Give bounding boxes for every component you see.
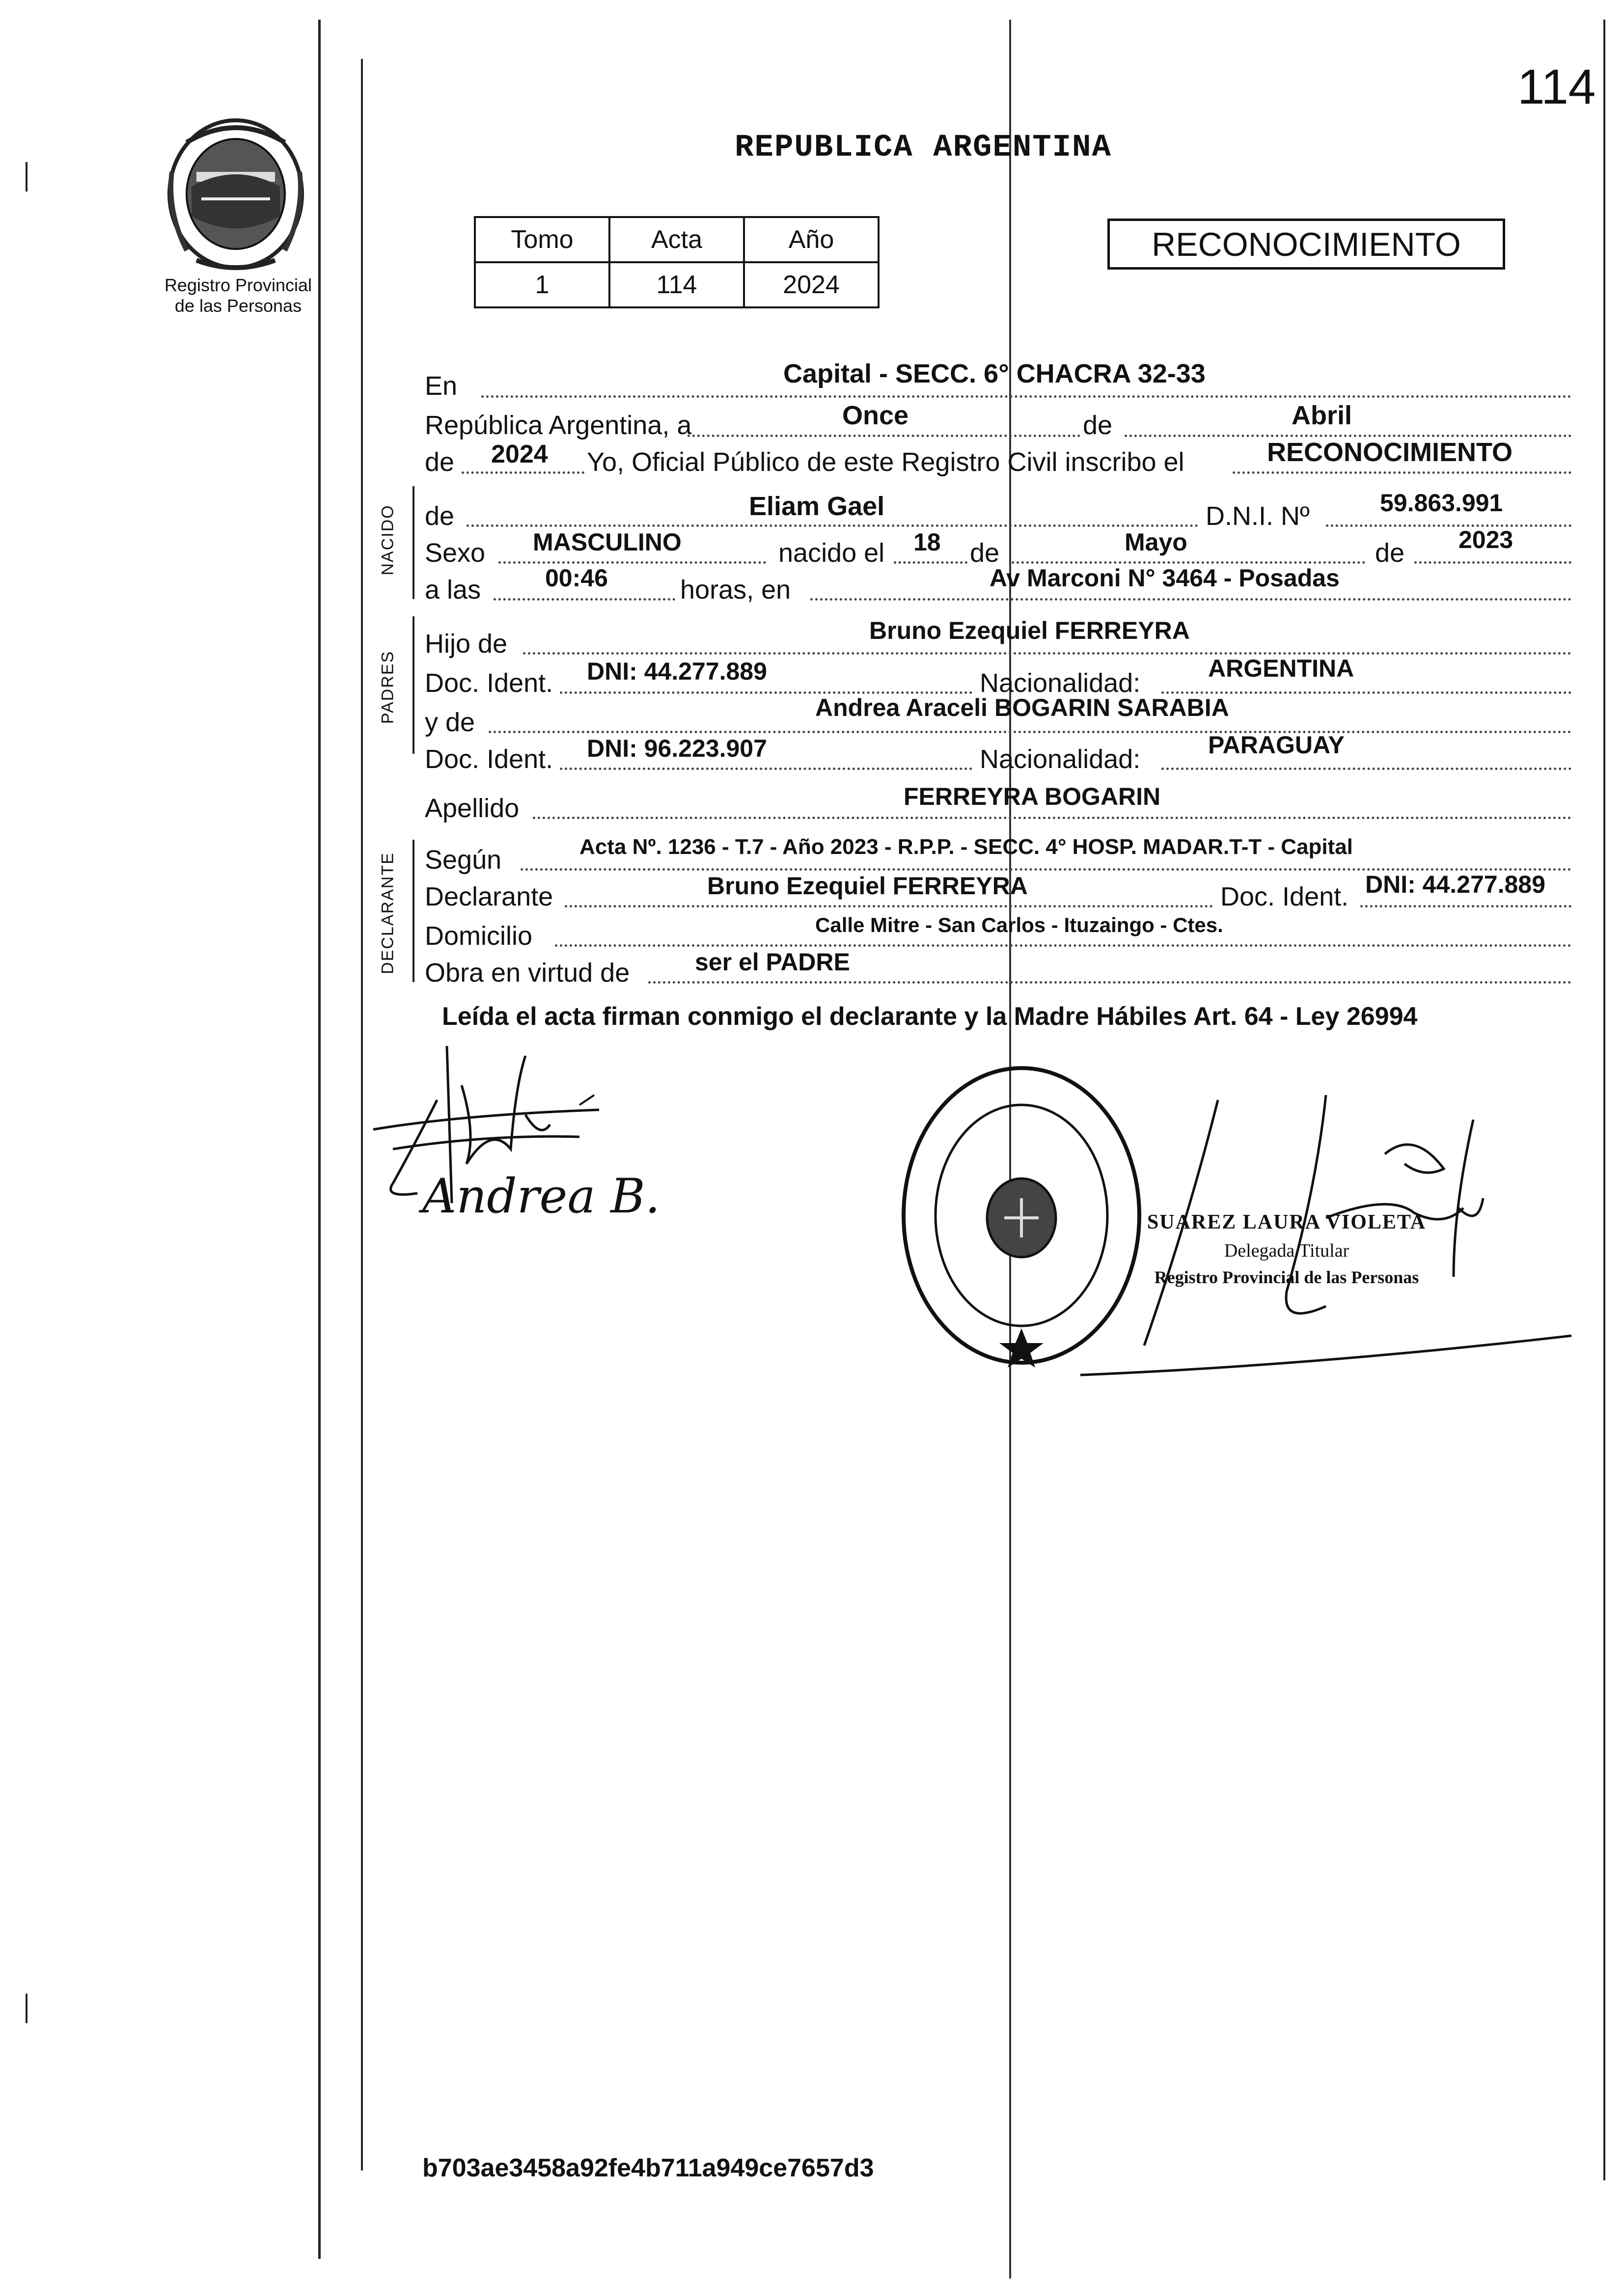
value-tipo: RECONOCIMIENTO (1267, 438, 1513, 467)
value-padre: Bruno Ezequiel FERREYRA (869, 617, 1190, 644)
section-label-nacido: NACIDO (378, 504, 397, 576)
value-nombre: Eliam Gael (749, 492, 885, 521)
closing-statement: Leída el acta firman conmigo el declarante y la Madre Hábiles Art. 64 - Ley 26994 (442, 1002, 1418, 1031)
document-hash: b703ae3458a92fe4b711a949ce7657d3 (422, 2154, 874, 2182)
label-oficial: Yo, Oficial Público de este Registro Civil inscribo el (587, 447, 1184, 477)
dotted-line (810, 598, 1571, 601)
value-nac-anio: 2023 (1459, 526, 1514, 553)
ref-header-acta: Acta (609, 217, 744, 262)
dotted-line (533, 817, 1571, 819)
label-de-anio: de (425, 447, 455, 477)
label-hijo-de: Hijo de (425, 629, 508, 659)
label-doc-ident-2: Doc. Ident. (425, 744, 553, 774)
dotted-line (1161, 768, 1571, 770)
dotted-line (462, 471, 584, 474)
ref-value-acta: 114 (609, 262, 744, 307)
value-declarante: Bruno Ezequiel FERREYRA (707, 872, 1028, 900)
label-de-2: de (970, 538, 1000, 568)
label-de-nombre: de (425, 501, 455, 531)
dotted-line (481, 395, 1571, 398)
dotted-line (1360, 905, 1571, 907)
dotted-line (1326, 524, 1571, 527)
label-domicilio: Domicilio (425, 921, 533, 951)
label-y-de: y de (425, 708, 475, 737)
dotted-line (1233, 471, 1571, 474)
value-anio: 2024 (491, 440, 548, 468)
margin-line-left (318, 20, 321, 2259)
label-de-mes: de (1083, 411, 1113, 440)
value-apellido: FERREYRA BOGARIN (904, 783, 1161, 810)
value-nac-dia: 18 (913, 528, 941, 556)
section-divider-nacido (413, 486, 414, 599)
value-lugar-nac: Av Marconi N° 3464 - Posadas (990, 564, 1340, 592)
label-nacionalidad-1: Nacionalidad: (980, 668, 1141, 698)
record-type-box: RECONOCIMIENTO (1107, 219, 1505, 270)
official-registry: Registro Provincial de las Personas (1154, 1267, 1419, 1287)
dotted-line (555, 944, 1571, 947)
dotted-line (560, 768, 972, 770)
dotted-line (565, 905, 1213, 907)
ref-value-tomo: 1 (475, 262, 609, 307)
value-declarante-dni: DNI: 44.277.889 (1365, 871, 1545, 898)
record-reference-table (474, 216, 880, 308)
label-sexo: Sexo (425, 538, 486, 568)
value-sexo: MASCULINO (533, 528, 682, 556)
value-nac-mes: Mayo (1125, 528, 1187, 556)
dotted-line (894, 561, 967, 564)
label-nacido-el: nacido el (778, 538, 885, 568)
registry-line2: de las Personas (174, 296, 302, 316)
label-apellido: Apellido (425, 794, 520, 823)
value-madre-nac: PARAGUAY (1208, 731, 1345, 759)
value-dia: Once (842, 401, 909, 430)
label-horas-en: horas, en (680, 575, 791, 605)
ref-header-tomo: Tomo (475, 217, 609, 262)
document-title: REPUBLICA ARGENTINA (735, 130, 1112, 165)
label-a-las: a las (425, 575, 481, 605)
scan-mark-left-2 (26, 1994, 28, 2023)
value-lugar: Capital - SECC. 6° CHACRA 32-33 (783, 359, 1206, 388)
value-obra: ser el PADRE (695, 948, 850, 976)
value-madre: Andrea Araceli BOGARIN SARABIA (815, 694, 1229, 721)
dotted-line (498, 561, 766, 564)
section-divider-declarante (413, 840, 414, 982)
province-seal-icon (157, 113, 314, 275)
section-label-declarante: DECLARANTE (378, 852, 397, 974)
label-declarante: Declarante (425, 882, 553, 911)
label-en: En (425, 371, 458, 401)
dotted-line (1414, 561, 1571, 564)
label-obra: Obra en virtud de (425, 958, 630, 988)
registry-line1: Registro Provincial (164, 275, 312, 295)
ref-value-anio: 2024 (744, 262, 879, 307)
registry-name (147, 275, 329, 316)
dotted-line (648, 981, 1571, 984)
label-doc-ident-3: Doc. Ident. (1220, 882, 1349, 911)
mother-signature: Andrea B. (422, 1169, 661, 1224)
page-number: 114 (1517, 59, 1596, 114)
dotted-line (489, 731, 1571, 733)
margin-line-left-2 (361, 59, 363, 2171)
section-label-padres: PADRES (378, 650, 397, 724)
label-republica: República Argentina, a (425, 411, 692, 440)
official-name: SUAREZ LAURA VIOLETA (1147, 1211, 1427, 1234)
value-domicilio: Calle Mitre - San Carlos - Ituzaingo - Ctes. (815, 913, 1223, 936)
value-padre-dni: DNI: 44.277.889 (587, 658, 767, 685)
dotted-line (467, 524, 1198, 527)
ref-header-anio: Año (744, 217, 879, 262)
label-dni: D.N.I. Nº (1206, 501, 1310, 531)
label-de-3: de (1375, 538, 1405, 568)
dotted-line (523, 652, 1571, 655)
value-madre-dni: DNI: 96.223.907 (587, 735, 767, 762)
value-padre-nac: ARGENTINA (1208, 655, 1354, 682)
dotted-line (494, 598, 675, 601)
official-role: Delegada Titular (1224, 1240, 1349, 1261)
scan-mark-left (26, 162, 28, 192)
label-segun: Según (425, 845, 502, 875)
margin-line-right (1603, 20, 1605, 2180)
dotted-line (688, 435, 1080, 437)
label-doc-ident-1: Doc. Ident. (425, 668, 553, 698)
label-nacionalidad-2: Nacionalidad: (980, 744, 1141, 774)
value-dni: 59.863.991 (1380, 489, 1503, 517)
value-mes: Abril (1292, 401, 1352, 430)
value-segun: Acta Nº. 1236 - T.7 - Año 2023 - R.P.P. - SECC. 4° HOSP. MADAR.T-T - Capital (579, 835, 1353, 859)
value-hora: 00:46 (545, 564, 608, 592)
section-divider-padres (413, 616, 414, 754)
